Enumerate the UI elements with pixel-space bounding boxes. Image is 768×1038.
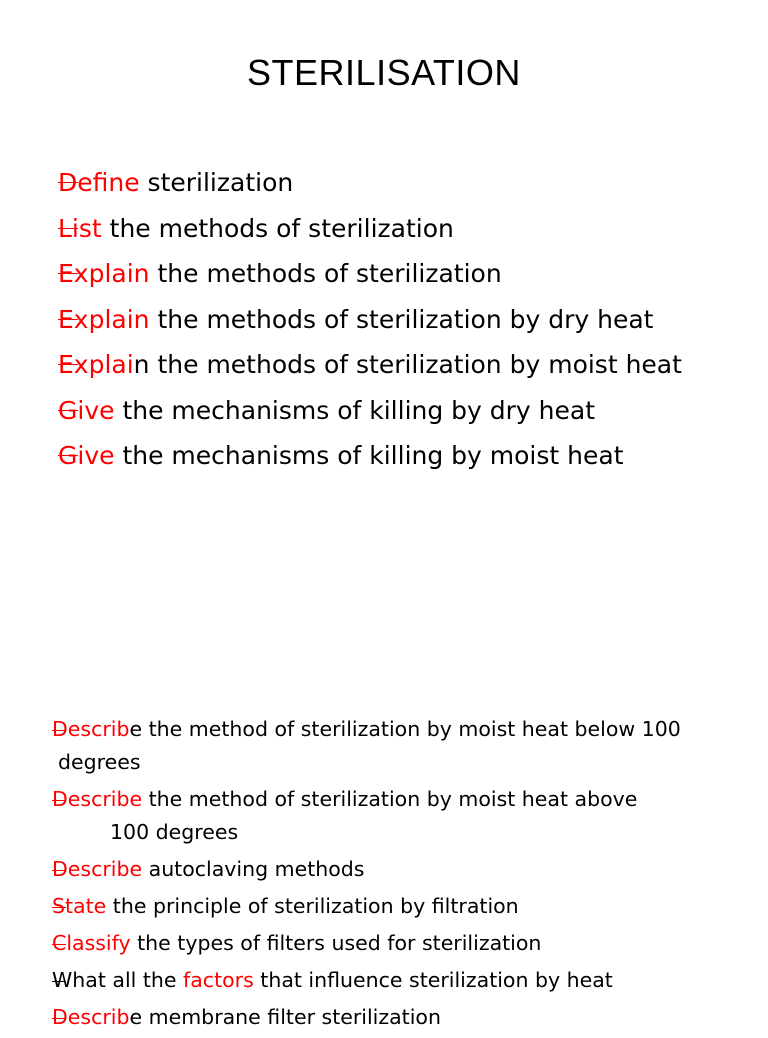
list-item: [52, 1001, 752, 1038]
questions-list: [52, 713, 752, 1038]
dash-bullet: [52, 907, 66, 908]
list-item: [58, 388, 682, 434]
list-item: [58, 160, 682, 206]
dash-bullet: [52, 981, 66, 982]
dash-bullet: [52, 870, 66, 871]
item-continuation: degrees: [58, 750, 141, 774]
highlight-word: Classify: [52, 931, 131, 955]
highlight-word: factors: [183, 968, 254, 992]
highlight-word: Explain: [58, 259, 150, 288]
list-item: [58, 206, 682, 252]
item-text: e membrane filter sterilization: [129, 1005, 441, 1029]
item-text: n the methods of sterilization by moist heat: [133, 350, 682, 379]
item-continuation: 100 degrees: [110, 820, 239, 844]
list-item: [58, 433, 682, 479]
highlight-word: Describ: [52, 1005, 130, 1029]
item-text: the types of filters used for sterilization: [130, 931, 542, 955]
slide-title: STERILISATION: [247, 52, 521, 93]
item-text: sterilization: [139, 168, 294, 197]
dash-bullet: [58, 182, 78, 183]
highlight-word: Give: [58, 441, 115, 470]
highlight-word: Describe: [52, 857, 143, 881]
highlight-word: Explain: [58, 304, 150, 334]
list-item: [52, 964, 752, 1001]
highlight-word: Describ: [52, 717, 130, 741]
list-item: [58, 342, 682, 388]
highlight-word: State: [52, 894, 107, 918]
highlight-word: Give: [58, 395, 115, 425]
list-item: [52, 853, 752, 890]
dash-bullet: [58, 319, 78, 320]
list-item: [52, 890, 752, 927]
dash-bullet: [52, 800, 66, 801]
dash-bullet: [52, 730, 66, 731]
dash-bullet: [58, 410, 78, 411]
list-item: [52, 927, 752, 964]
item-text: the methods of sterilization: [149, 259, 502, 288]
dash-bullet: [58, 273, 78, 274]
list-item: [58, 297, 682, 343]
dash-bullet: [58, 455, 78, 456]
dash-bullet: [52, 944, 66, 945]
item-text: the principle of sterilization by filtration: [106, 894, 519, 918]
item-prefix: What all the: [52, 968, 184, 992]
dash-bullet: [58, 228, 78, 229]
highlight-word: Describe: [52, 787, 143, 811]
item-text: the methods of sterilization by dry heat: [149, 304, 654, 334]
highlight-word: Define: [58, 168, 140, 197]
dash-bullet: [58, 364, 78, 365]
item-text: autoclaving methods: [142, 857, 365, 881]
list-item: [58, 251, 682, 297]
item-text: that influence sterilization by heat: [253, 968, 613, 992]
item-text: the mechanisms of killing by dry heat: [114, 395, 596, 425]
dash-bullet: [52, 1018, 66, 1019]
item-text: the methods of sterilization: [101, 213, 454, 243]
highlight-word: Explai: [58, 350, 134, 379]
item-text: the mechanisms of killing by moist heat: [114, 441, 624, 470]
item-text: the method of sterilization by moist heat above: [142, 787, 638, 811]
list-item: [52, 783, 752, 853]
item-text: e the method of sterilization by moist heat below 100: [129, 717, 681, 741]
objectives-list: [58, 160, 682, 479]
list-item: [52, 713, 752, 783]
highlight-word: List: [58, 213, 102, 243]
